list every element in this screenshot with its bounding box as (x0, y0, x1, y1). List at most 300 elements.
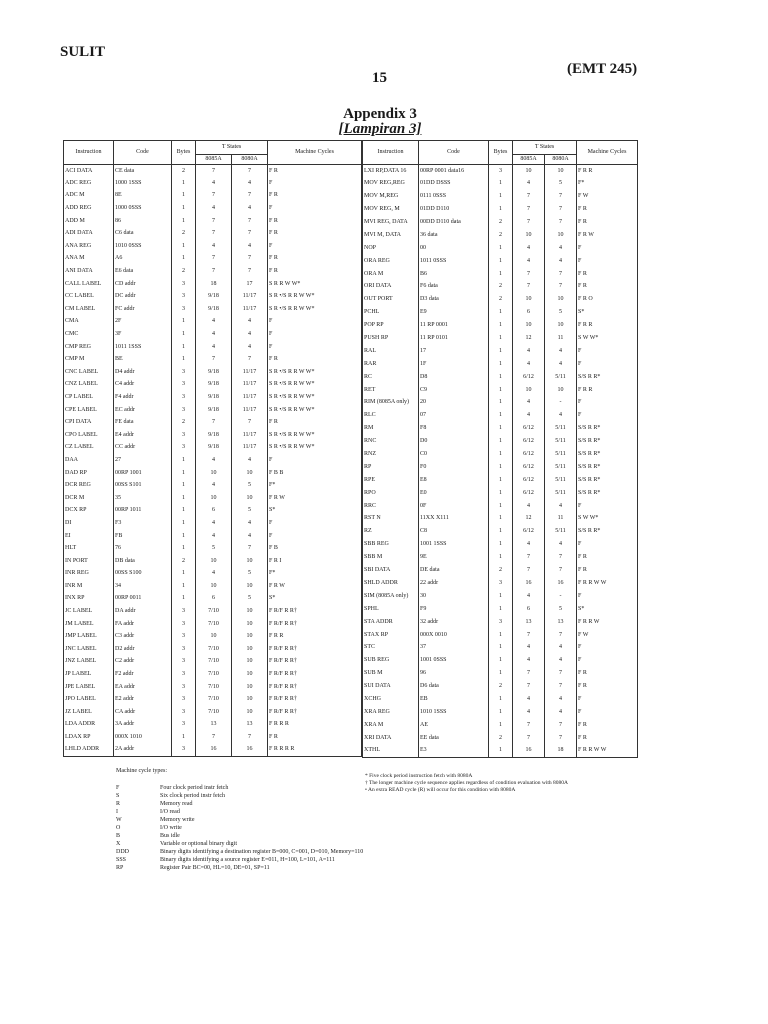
table-row (363, 371, 638, 384)
cell-t8085: 7/10 (196, 693, 232, 706)
cell-t8080: 7 (545, 667, 577, 680)
cell-instruction: CNC LABEL (64, 366, 114, 379)
cell-bytes: 1 (489, 255, 513, 268)
cell-cycles: F R/F R R† (268, 706, 362, 719)
table-row (363, 487, 638, 500)
cell-instruction: CZ LABEL (64, 442, 114, 455)
cell-cycles: F (268, 177, 362, 190)
table-row (64, 693, 362, 706)
cell-t8080: 4 (232, 328, 268, 341)
cell-code: D4 addr (114, 366, 172, 379)
cell-t8085: 10 (196, 630, 232, 643)
table-row (363, 190, 638, 203)
cell-t8080: 4 (232, 316, 268, 329)
cell-instruction: STC (363, 641, 419, 654)
cell-cycles: S R •/S R R W W* (268, 366, 362, 379)
cell-instruction: SUI DATA (363, 680, 419, 693)
cell-cycles: S/S R R* (577, 461, 638, 474)
legend-item (116, 816, 363, 824)
cell-instruction: RET (363, 384, 419, 397)
cell-cycles: S/S R R* (577, 448, 638, 461)
cell-t8080: 11 (545, 332, 577, 345)
cell-code: F4 addr (114, 391, 172, 404)
cell-instruction: SUB REG (363, 654, 419, 667)
cell-cycles: F R (268, 253, 362, 266)
cell-code: 2F (114, 316, 172, 329)
cell-cycles: F R R W W (577, 745, 638, 758)
cell-t8085: 9/18 (196, 379, 232, 392)
cell-t8085: 9/18 (196, 391, 232, 404)
cell-code: C6 data (114, 227, 172, 240)
cell-t8080: 10 (232, 618, 268, 631)
legend-item (116, 824, 363, 832)
cell-code: 3A addr (114, 719, 172, 732)
col-instruction: Instruction (363, 141, 419, 165)
cell-instruction: SBB M (363, 551, 419, 564)
table-row (363, 693, 638, 706)
cell-code: F6 data (419, 281, 489, 294)
cell-t8085: 4 (513, 706, 545, 719)
cell-t8080: 7 (232, 731, 268, 744)
cell-bytes: 1 (172, 316, 196, 329)
cell-instruction: DI (64, 517, 114, 530)
table-row (64, 253, 362, 266)
cell-t8085: 4 (513, 590, 545, 603)
cell-instruction: ADC M (64, 190, 114, 203)
cell-t8080: 4 (232, 240, 268, 253)
cell-bytes: 1 (172, 353, 196, 366)
cell-bytes: 1 (489, 242, 513, 255)
legend-symbol: I (116, 809, 118, 815)
cell-bytes: 3 (489, 577, 513, 590)
cell-code: 000X 0010 (419, 629, 489, 642)
cell-code: D0 (419, 435, 489, 448)
cell-t8080: 10 (545, 319, 577, 332)
cell-instruction: JNZ LABEL (64, 656, 114, 669)
cell-cycles: F R R R R (268, 744, 362, 757)
cell-bytes: 1 (489, 409, 513, 422)
cell-t8080: - (545, 397, 577, 410)
cell-instruction: CC LABEL (64, 290, 114, 303)
cell-t8085: 7 (513, 216, 545, 229)
cell-cycles: F R (268, 731, 362, 744)
cell-cycles: F W (577, 190, 638, 203)
footnote: • An extra READ cycle (R) will occur for this condition with 8080A (365, 787, 516, 793)
table-row (64, 668, 362, 681)
cell-t8080: 5/11 (545, 461, 577, 474)
table-row (363, 629, 638, 642)
cell-t8085: 4 (196, 341, 232, 354)
cell-code: FC addr (114, 303, 172, 316)
cell-code: 00 (419, 242, 489, 255)
cell-cycles: S/S R R* (577, 525, 638, 538)
cell-instruction: LDAX RP (64, 731, 114, 744)
cell-code: 86 (114, 215, 172, 228)
col-8085a: 8085A (196, 155, 232, 165)
cell-bytes: 3 (172, 668, 196, 681)
cell-instruction: DAA (64, 454, 114, 467)
cell-t8085: 7 (513, 551, 545, 564)
cell-t8085: 12 (513, 513, 545, 526)
cell-t8085: 4 (196, 568, 232, 581)
cell-bytes: 2 (172, 165, 196, 178)
cell-t8085: 4 (513, 345, 545, 358)
table-row (363, 229, 638, 242)
cell-bytes: 1 (489, 190, 513, 203)
cell-code: CC addr (114, 442, 172, 455)
cell-code: 1000 1SSS (114, 177, 172, 190)
cell-bytes: 3 (489, 165, 513, 178)
table-row (363, 397, 638, 410)
cell-t8085: 9/18 (196, 429, 232, 442)
col-8080a: 8080A (545, 155, 577, 165)
cell-code: 00RP 0011 (114, 593, 172, 606)
cell-bytes: 2 (489, 281, 513, 294)
cell-t8080: 11/17 (232, 379, 268, 392)
cell-code: 3F (114, 328, 172, 341)
cell-t8080: 10 (232, 630, 268, 643)
cell-code: 0111 0SSS (419, 190, 489, 203)
cell-t8085: 10 (196, 492, 232, 505)
cell-bytes: 2 (172, 555, 196, 568)
cell-bytes: 1 (489, 435, 513, 448)
cell-t8085: 6/12 (513, 371, 545, 384)
cell-t8085: 7 (513, 667, 545, 680)
cell-bytes: 3 (172, 366, 196, 379)
cell-bytes: 1 (489, 719, 513, 732)
cell-code: 76 (114, 542, 172, 555)
cell-bytes: 1 (489, 358, 513, 371)
cell-t8085: 4 (513, 654, 545, 667)
cell-t8085: 12 (513, 332, 545, 345)
cell-t8080: 4 (232, 177, 268, 190)
machine-cycle-legend (116, 784, 363, 872)
cell-instruction: RZ (363, 525, 419, 538)
cell-cycles: S/S R R* (577, 487, 638, 500)
cell-t8085: 6 (513, 603, 545, 616)
cell-bytes: 3 (172, 442, 196, 455)
cell-t8085: 6 (196, 505, 232, 518)
cell-cycles: F (268, 328, 362, 341)
cell-cycles: S/S R R* (577, 371, 638, 384)
cell-t8080: 4 (232, 202, 268, 215)
cell-instruction: JPE LABEL (64, 681, 114, 694)
cell-instruction: SBB REG (363, 538, 419, 551)
cell-code: C0 (419, 448, 489, 461)
cell-t8085: 4 (513, 500, 545, 513)
cell-code: DB data (114, 555, 172, 568)
cell-cycles: F (577, 500, 638, 513)
cell-code: 1001 0SSS (419, 654, 489, 667)
cell-t8080: 5 (545, 177, 577, 190)
cell-bytes: 3 (172, 618, 196, 631)
cell-cycles: F R (577, 203, 638, 216)
cell-code: 1011 1SSS (114, 341, 172, 354)
cell-bytes: 1 (489, 461, 513, 474)
cell-t8085: 7 (196, 265, 232, 278)
cell-bytes: 1 (172, 542, 196, 555)
cell-t8085: 6/12 (513, 435, 545, 448)
cell-instruction: DAD RP (64, 467, 114, 480)
legend-item (116, 856, 363, 864)
cell-instruction: ADI DATA (64, 227, 114, 240)
legend-description: I/O read (160, 809, 180, 815)
cell-code: E8 (419, 474, 489, 487)
cell-bytes: 1 (489, 306, 513, 319)
cell-code: 11 RP 0101 (419, 332, 489, 345)
cell-t8085: 6/12 (513, 448, 545, 461)
cell-t8085: 7/10 (196, 643, 232, 656)
cell-t8080: 5/11 (545, 525, 577, 538)
table-row (64, 479, 362, 492)
table-row (363, 616, 638, 629)
cell-instruction: ANI DATA (64, 265, 114, 278)
col-8085a: 8085A (513, 155, 545, 165)
cell-t8085: 4 (196, 530, 232, 543)
cell-t8085: 18 (196, 278, 232, 291)
cell-t8085: 7 (196, 215, 232, 228)
cell-instruction: CMC (64, 328, 114, 341)
table-row (363, 732, 638, 745)
table-row (363, 525, 638, 538)
cell-t8085: 4 (513, 409, 545, 422)
cell-code: 000X 1010 (114, 731, 172, 744)
cell-t8085: 4 (513, 255, 545, 268)
cell-code: C2 addr (114, 656, 172, 669)
cell-cycles: S R •/S R R W W* (268, 442, 362, 455)
cell-code: EB (419, 693, 489, 706)
cell-instruction: NOP (363, 242, 419, 255)
table-row (64, 706, 362, 719)
legend-item (116, 832, 363, 840)
cell-bytes: 1 (489, 590, 513, 603)
cell-instruction: PCHL (363, 306, 419, 319)
cell-cycles: S/S R R* (577, 435, 638, 448)
cell-cycles: F (577, 242, 638, 255)
cell-bytes: 3 (172, 429, 196, 442)
cell-t8080: 10 (232, 580, 268, 593)
page-number: 15 (372, 70, 387, 86)
cell-bytes: 1 (489, 422, 513, 435)
cell-t8080: 4 (545, 255, 577, 268)
cell-t8085: 7 (196, 227, 232, 240)
legend-description: Four clock period instr fetch (160, 785, 229, 791)
cell-t8085: 5 (196, 542, 232, 555)
cell-instruction: RM (363, 422, 419, 435)
cell-bytes: 1 (489, 203, 513, 216)
table-row (363, 306, 638, 319)
cell-cycles: S R •/S R R W W* (268, 379, 362, 392)
cell-t8080: 7 (232, 416, 268, 429)
cell-code: CE data (114, 165, 172, 178)
legend-symbol: O (116, 825, 121, 831)
cell-bytes: 3 (489, 616, 513, 629)
cell-t8085: 4 (513, 177, 545, 190)
cell-t8080: 10 (232, 555, 268, 568)
cell-t8085: 4 (196, 328, 232, 341)
cell-cycles: S R R W W* (268, 278, 362, 291)
table-row (64, 177, 362, 190)
cell-cycles: F R/F R R† (268, 618, 362, 631)
legend-symbol: SSS (116, 857, 127, 863)
cell-instruction: DCR REG (64, 479, 114, 492)
col-code: Code (114, 141, 172, 165)
cell-code: 30 (419, 590, 489, 603)
legend-description: Memory write (160, 817, 195, 823)
cell-bytes: 2 (172, 227, 196, 240)
cell-code: 36 data (419, 229, 489, 242)
col-t-states: T States (513, 141, 577, 155)
cell-bytes: 1 (489, 397, 513, 410)
cell-bytes: 3 (172, 278, 196, 291)
cell-instruction: MOV REG,REG (363, 177, 419, 190)
cell-cycles: F (268, 517, 362, 530)
cell-instruction: MVI REG, DATA (363, 216, 419, 229)
cell-code: C4 addr (114, 379, 172, 392)
legend-description: Binary digits identifying a destination register B=000, C=001, D=010, Memory=110 (160, 849, 364, 855)
cell-code: EE data (419, 732, 489, 745)
cell-t8080: 10 (545, 293, 577, 306)
cell-t8085: 4 (196, 454, 232, 467)
cell-t8080: 4 (232, 517, 268, 530)
machine-cycle-title: Machine cycle types: (116, 768, 167, 774)
cell-t8085: 9/18 (196, 404, 232, 417)
cell-instruction: RPO (363, 487, 419, 500)
table-row (363, 422, 638, 435)
cell-instruction: ANA REG (64, 240, 114, 253)
footnote: † The longer machine cycle sequence applies regardless of condition evaluation with 8080A (365, 780, 569, 786)
cell-t8080: 10 (545, 229, 577, 242)
table-row (363, 500, 638, 513)
cell-bytes: 1 (172, 479, 196, 492)
cell-cycles: F (268, 240, 362, 253)
cell-instruction: OUT PORT (363, 293, 419, 306)
cell-cycles: F R/F R R† (268, 668, 362, 681)
cell-code: D8 (419, 371, 489, 384)
cell-cycles: F R (268, 265, 362, 278)
cell-t8085: 4 (196, 517, 232, 530)
cell-code: E6 data (114, 265, 172, 278)
cell-bytes: 3 (172, 391, 196, 404)
legend-symbol: F (116, 785, 120, 791)
instruction-table-left (63, 140, 362, 757)
table-row (64, 353, 362, 366)
cell-instruction: RRC (363, 500, 419, 513)
legend-item (116, 792, 363, 800)
cell-t8080: 4 (545, 693, 577, 706)
cell-code: 00RP 0001 data16 (419, 165, 489, 178)
table-row (363, 242, 638, 255)
cell-t8085: 6/12 (513, 487, 545, 500)
cell-cycles: F R/F R R† (268, 693, 362, 706)
table-body-left (64, 165, 362, 757)
cell-t8085: 7/10 (196, 706, 232, 719)
table-row (363, 641, 638, 654)
cell-bytes: 1 (489, 177, 513, 190)
cell-code: 00SS S100 (114, 568, 172, 581)
cell-bytes: 1 (172, 215, 196, 228)
cell-t8080: 16 (232, 744, 268, 757)
table-row (64, 202, 362, 215)
cell-t8085: 10 (513, 293, 545, 306)
legend-description: Bus idle (160, 833, 180, 839)
table-row (64, 341, 362, 354)
table-row (64, 429, 362, 442)
cell-cycles: S* (268, 593, 362, 606)
cell-t8080: 13 (545, 616, 577, 629)
cell-bytes: 2 (489, 293, 513, 306)
col-instruction: Instruction (64, 141, 114, 165)
cell-cycles: F R (577, 732, 638, 745)
table-row (64, 391, 362, 404)
cell-code: 8E (114, 190, 172, 203)
cell-bytes: 1 (489, 384, 513, 397)
cell-cycles: F R R W W (577, 577, 638, 590)
cell-instruction: LXI RP,DATA 16 (363, 165, 419, 178)
cell-t8085: 4 (196, 202, 232, 215)
cell-t8080: 10 (232, 643, 268, 656)
col-bytes: Bytes (172, 141, 196, 165)
cell-cycles: F R R (577, 384, 638, 397)
table-row (363, 281, 638, 294)
cell-instruction: SIM (8085A only) (363, 590, 419, 603)
cell-t8085: 13 (513, 616, 545, 629)
table-row (64, 316, 362, 329)
cell-t8080: 10 (232, 656, 268, 669)
cell-t8080: 7 (545, 281, 577, 294)
legend-symbol: RP (116, 865, 124, 871)
cell-bytes: 1 (489, 332, 513, 345)
cell-cycles: F (577, 693, 638, 706)
table-row (64, 416, 362, 429)
cell-instruction: RAR (363, 358, 419, 371)
cell-instruction: ORI DATA (363, 281, 419, 294)
cell-t8085: 10 (513, 319, 545, 332)
cell-t8085: 9/18 (196, 442, 232, 455)
cell-t8080: 4 (545, 345, 577, 358)
cell-instruction: RPE (363, 474, 419, 487)
legend-item (116, 784, 363, 792)
cell-code: BE (114, 353, 172, 366)
cell-t8080: 7 (545, 190, 577, 203)
cell-code: D6 data (419, 680, 489, 693)
cell-t8080: 4 (545, 500, 577, 513)
course-code: (EMT 245) (567, 61, 638, 77)
cell-cycles: F (577, 409, 638, 422)
cell-t8080: 17 (232, 278, 268, 291)
cell-code: 27 (114, 454, 172, 467)
cell-code: D3 data (419, 293, 489, 306)
cell-bytes: 3 (172, 605, 196, 618)
cell-instruction: JZ LABEL (64, 706, 114, 719)
instruction-table-right (362, 140, 638, 758)
cell-bytes: 1 (172, 253, 196, 266)
table-row (64, 731, 362, 744)
legend-symbol: R (116, 801, 121, 807)
table-row (363, 358, 638, 371)
cell-t8080: 5/11 (545, 487, 577, 500)
cell-t8085: 9/18 (196, 290, 232, 303)
cell-t8085: 10 (513, 165, 545, 178)
cell-cycles: F (268, 202, 362, 215)
cell-code: E4 addr (114, 429, 172, 442)
appendix-title: Appendix 3 (343, 106, 417, 122)
legend-item (116, 864, 363, 872)
cell-t8080: 5/11 (545, 448, 577, 461)
cell-t8080: 5/11 (545, 371, 577, 384)
cell-code: E0 (419, 487, 489, 500)
cell-cycles: F (268, 341, 362, 354)
